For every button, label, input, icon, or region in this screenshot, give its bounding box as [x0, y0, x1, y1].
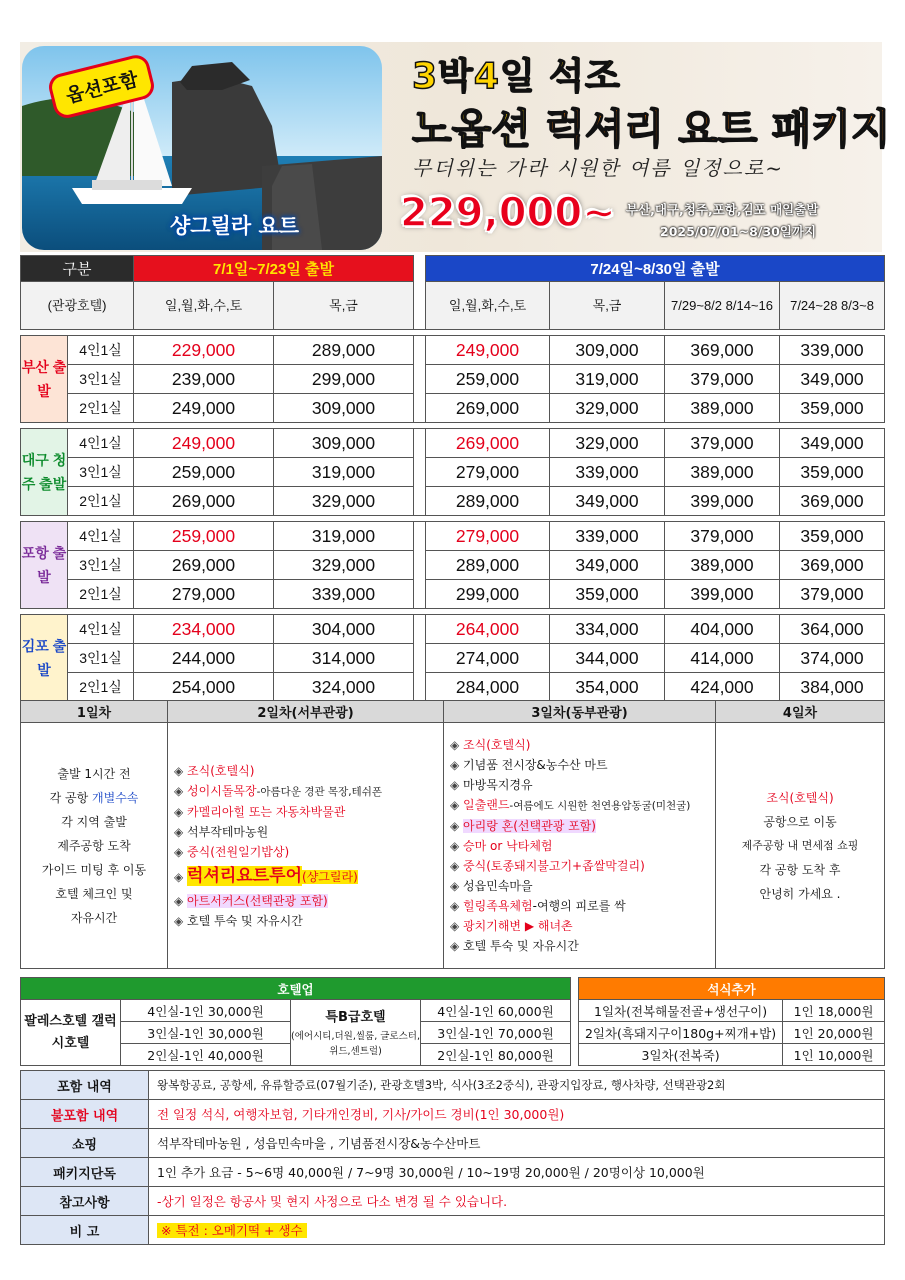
day1-line: 호텔 체크인 및 [55, 886, 133, 901]
subtitle: 무더위는 가라 시원한 여름 일정으로~ [412, 156, 784, 180]
price-cell: 389,000 [665, 458, 780, 487]
include-label: 포함 내역 [21, 1071, 149, 1100]
price-cell: 264,000 [426, 615, 550, 644]
price-cell: 384,000 [780, 673, 885, 702]
price-cell: 329,000 [550, 429, 665, 458]
price-cell: 289,000 [426, 551, 550, 580]
info-table [20, 1070, 885, 1245]
price-row [21, 394, 885, 423]
day1-line: 출발 1시간 전 [57, 766, 131, 781]
price-cell: 269,000 [134, 551, 274, 580]
price-row [21, 336, 885, 365]
price-cell: 229,000 [134, 336, 274, 365]
price-cell: 349,000 [780, 365, 885, 394]
room-type: 4인1실 [68, 336, 134, 365]
divider [414, 336, 426, 365]
exclude-label: 불포함 내역 [21, 1100, 149, 1129]
price-cell: 314,000 [274, 644, 414, 673]
divider [414, 615, 426, 644]
price-cell: 379,000 [665, 522, 780, 551]
price-cell: 349,000 [780, 429, 885, 458]
price-cell: 359,000 [780, 394, 885, 423]
room-type: 4인1실 [68, 522, 134, 551]
day4-line: 각 공항 도착 후 [759, 862, 841, 877]
day2-item: ◈ 석부작테마농원 [174, 822, 443, 842]
price-cell: 379,000 [665, 429, 780, 458]
price-row [21, 522, 885, 551]
price-cell: 374,000 [780, 644, 885, 673]
day3-header: 3일차(동부관광) [444, 701, 716, 723]
price-cell: 259,000 [134, 458, 274, 487]
title-no-option: 노옵션 [412, 105, 531, 153]
options-row [21, 1022, 885, 1044]
hotel1-price: 3인실-1인 30,000원 [121, 1022, 291, 1044]
meal-name: 2일차(흑돼지구이180g+찌개+밥) [579, 1022, 783, 1044]
price-cell: 364,000 [780, 615, 885, 644]
meal-name: 3일차(전복죽) [579, 1044, 783, 1066]
room-type: 2인1실 [68, 580, 134, 609]
hotel2-price: 3인실-1인 70,000원 [421, 1022, 571, 1044]
price-cell: 379,000 [780, 580, 885, 609]
price-cell: 274,000 [426, 644, 550, 673]
price-cell: 309,000 [550, 336, 665, 365]
price-row [21, 673, 885, 702]
options-table [20, 977, 885, 1066]
meal-price: 1인 18,000원 [783, 1000, 885, 1022]
divider [414, 458, 426, 487]
hotel1-price: 4인실-1인 30,000원 [121, 1000, 291, 1022]
price-cell: 279,000 [426, 458, 550, 487]
day1-line: 자유시간 [70, 910, 118, 925]
day2-header: 2일차(서부관광) [168, 701, 444, 723]
price-cell: 319,000 [550, 365, 665, 394]
day2-item: ◈ 성이시돌목장-아름다운 경관 목장,테쉬폰 [174, 781, 443, 802]
price-cell: 244,000 [134, 644, 274, 673]
divider [414, 394, 426, 423]
room-type: 3인1실 [68, 644, 134, 673]
day2-item: ◈ 중식(전원일기밥상) [174, 842, 443, 862]
price-cell: 269,000 [426, 394, 550, 423]
divider [414, 365, 426, 394]
price-row [21, 580, 885, 609]
day4-line: 조식(호텔식) [766, 790, 834, 805]
hotel1-price: 2인실-1인 40,000원 [121, 1044, 291, 1066]
price-cell: 354,000 [550, 673, 665, 702]
title-line2 [412, 96, 891, 155]
price-row [21, 551, 885, 580]
day4-header: 4일차 [716, 701, 885, 723]
price-cell: 254,000 [134, 673, 274, 702]
price-cell: 324,000 [274, 673, 414, 702]
divider [414, 282, 426, 330]
price-cell: 279,000 [426, 522, 550, 551]
price-cell: 404,000 [665, 615, 780, 644]
hotel2-name: 특B급호텔 [325, 1009, 386, 1025]
price-cell: 269,000 [134, 487, 274, 516]
price-cell: 334,000 [550, 615, 665, 644]
price-cell: 344,000 [550, 644, 665, 673]
day3-item: ◈ 일출랜드-여름에도 시원한 천연용암동굴(미천굴) [450, 795, 715, 816]
options-row [21, 1000, 885, 1022]
day1-line: 각 공항 개별수속 [49, 790, 139, 805]
price-row [21, 487, 885, 516]
notes-label: 참고사항 [21, 1187, 149, 1216]
yacht-name: 샹그릴라 요트 [170, 214, 300, 238]
individual-checkin: 개별수속 [92, 790, 139, 805]
price-cell: 424,000 [665, 673, 780, 702]
dinner-add-header: 석식추가 [579, 978, 885, 1000]
departure-city: 대구 청주 출발 [21, 429, 68, 516]
hotel2-name-cell [291, 1000, 421, 1066]
hotel1-name: 팔레스호텔 갤럭시호텔 [21, 1000, 121, 1066]
day2-cell [168, 723, 444, 969]
info-row [21, 1071, 885, 1100]
include-value: 왕복항공료, 공항세, 유류할증료(07월기준), 관광호텔3박, 식사(3조2중식), 관광지입장료, 행사차량, 선택관광2회 [149, 1071, 885, 1100]
day2-item: ◈ 카멜리아힐 또는 자동차박물관 [174, 802, 443, 822]
day3-item: ◈ 성읍민속마을 [450, 876, 715, 896]
day4-line: 제주공항 내 면세점 쇼핑 [741, 838, 859, 852]
price-cell: 329,000 [274, 551, 414, 580]
remarks-value: ※ 특전 : 오메기떡 + 생수 [157, 1223, 307, 1238]
room-type: 2인1실 [68, 394, 134, 423]
day4-line: 안녕히 가세요 . [759, 886, 841, 901]
price-cell: 304,000 [274, 615, 414, 644]
price-cell: 289,000 [426, 487, 550, 516]
divider [414, 429, 426, 458]
info-row [21, 1129, 885, 1158]
hotel2-price: 2인실-1인 80,000원 [421, 1044, 571, 1066]
price-cell: 379,000 [665, 365, 780, 394]
price-cell: 359,000 [780, 522, 885, 551]
price-row [21, 365, 885, 394]
headline-price: 229,000~ [400, 190, 616, 236]
meal-price: 1인 10,000원 [783, 1044, 885, 1066]
price-cell: 339,000 [274, 580, 414, 609]
day3-cell [444, 723, 716, 969]
price-cell: 259,000 [426, 365, 550, 394]
day3-item: ◈ 중식(토종돼지불고기+좁쌀막걸리) [450, 856, 715, 876]
departure-city: 포항 출발 [21, 522, 68, 609]
divider [414, 551, 426, 580]
options-header-row [21, 978, 885, 1000]
price-cell: 239,000 [134, 365, 274, 394]
meal-name: 1일차(전복해물전골+생선구이) [579, 1000, 783, 1022]
price-cell: 249,000 [134, 429, 274, 458]
price-cell: 249,000 [134, 394, 274, 423]
price-row [21, 429, 885, 458]
price-cell: 329,000 [274, 487, 414, 516]
day2-item: ◈ 조식(호텔식) [174, 761, 443, 781]
luxury-yacht-tour: 럭셔리요트투어 [187, 865, 303, 886]
price-cell: 299,000 [274, 365, 414, 394]
info-row [21, 1100, 885, 1129]
price-table [20, 255, 885, 702]
price-cell: 289,000 [274, 336, 414, 365]
schedule-table [20, 700, 885, 969]
info-row [21, 1216, 885, 1245]
price-header-row [21, 256, 885, 282]
room-type: 3인1실 [68, 458, 134, 487]
subheader-col: 목,금 [550, 282, 665, 330]
group1-header: 7/1일~7/23일 출발 [134, 256, 414, 282]
price-cell: 319,000 [274, 458, 414, 487]
room-type: 3인1실 [68, 551, 134, 580]
day1-header: 1일차 [21, 701, 168, 723]
day2-item: ◈ 럭셔리요트투어(샹그릴라) [174, 862, 443, 891]
day2-item: ◈ 호텔 투숙 및 자유시간 [174, 911, 443, 931]
subheader-col: 목,금 [274, 282, 414, 330]
day1-line: 각 지역 출발 [61, 814, 127, 829]
price-cell: 309,000 [274, 394, 414, 423]
price-cell: 329,000 [550, 394, 665, 423]
day3-item: ◈ 조식(호텔식) [450, 735, 715, 755]
price-cell: 369,000 [780, 487, 885, 516]
divider [414, 487, 426, 516]
day3-item: ◈ 아리랑 혼(선택관광 포함) [450, 816, 715, 836]
price-cell: 234,000 [134, 615, 274, 644]
subheader-col: 일,월,화,수,토 [134, 282, 274, 330]
info-row [21, 1158, 885, 1187]
notes-value: -상기 일정은 항공사 및 현지 사정으로 다소 변경 될 수 있습니다. [149, 1187, 885, 1216]
price-cell: 399,000 [665, 487, 780, 516]
price-cell: 359,000 [780, 458, 885, 487]
shopping-value: 석부작테마농원 , 성읍민속마을 , 기념품전시장&농수산마트 [149, 1129, 885, 1158]
divider [414, 644, 426, 673]
remarks-cell [149, 1216, 885, 1245]
package-label: 패키지단독 [21, 1158, 149, 1187]
hotel-upgrade-header: 호텔업 [21, 978, 571, 1000]
day1-cell [21, 723, 168, 969]
day1-line: 제주공항 도착 [57, 838, 131, 853]
room-type: 2인1실 [68, 487, 134, 516]
day4-line: 공항으로 이동 [763, 814, 837, 829]
price-cell: 414,000 [665, 644, 780, 673]
price-row [21, 615, 885, 644]
price-cell: 309,000 [274, 429, 414, 458]
subheader-col: 7/29~8/2 8/14~16 [665, 282, 780, 330]
divider [414, 580, 426, 609]
col-label: 구분 [21, 256, 134, 282]
exclude-value: 전 일정 석식, 여행자보험, 기타개인경비, 기사/가이드 경비(1인 30,000원) [149, 1100, 885, 1129]
title-luxury-yacht: 럭셔리 요트 패키지 [545, 105, 891, 153]
options-row [21, 1044, 885, 1066]
hotel2-desc: (에어시티,더원,씰룸, 글로스터,위드,센트럴) [291, 1030, 420, 1057]
room-type: 3인1실 [68, 365, 134, 394]
day1-line: 가이드 미팅 후 이동 [41, 862, 147, 877]
hotel-label: (관광호텔) [21, 282, 134, 330]
price-cell: 249,000 [426, 336, 550, 365]
day3-item: ◈ 광치기해변 ▶ 해녀촌 [450, 916, 715, 936]
price-cell: 389,000 [665, 394, 780, 423]
schedule-body-row [21, 723, 885, 969]
price-cell: 399,000 [665, 580, 780, 609]
price-cell: 319,000 [274, 522, 414, 551]
price-subheader-row [21, 282, 885, 330]
price-cell: 389,000 [665, 551, 780, 580]
price-cell: 299,000 [426, 580, 550, 609]
price-cell: 259,000 [134, 522, 274, 551]
divider [414, 522, 426, 551]
day4-cell [716, 723, 885, 969]
hotel2-price: 4인실-1인 60,000원 [421, 1000, 571, 1022]
price-cell: 284,000 [426, 673, 550, 702]
subheader-col: 7/24~28 8/3~8 [780, 282, 885, 330]
price-cell: 369,000 [665, 336, 780, 365]
meal-price: 1인 20,000원 [783, 1022, 885, 1044]
hero-banner [20, 42, 891, 252]
room-type: 2인1실 [68, 673, 134, 702]
price-cell: 339,000 [550, 522, 665, 551]
price-row [21, 644, 885, 673]
price-cell: 339,000 [550, 458, 665, 487]
day3-item: ◈ 호텔 투숙 및 자유시간 [450, 936, 715, 956]
option-included-tag: 옵션포함 [46, 52, 157, 121]
price-cell: 359,000 [550, 580, 665, 609]
price-cell: 349,000 [550, 551, 665, 580]
departure-city: 부산 출발 [21, 336, 68, 423]
title-line1: 3박4일 석조 [412, 56, 621, 97]
group2-header: 7/24일~8/30일 출발 [426, 256, 885, 282]
package-value: 1인 추가 요금 - 5~6명 40,000원 / 7~9명 30,000원 / 10~19명 20,000원 / 20명이상 10,000원 [149, 1158, 885, 1187]
departure-city: 김포 출발 [21, 615, 68, 702]
price-cell: 369,000 [780, 551, 885, 580]
room-type: 4인1실 [68, 615, 134, 644]
room-type: 4인1실 [68, 429, 134, 458]
price-cell: 269,000 [426, 429, 550, 458]
subheader-col: 일,월,화,수,토 [426, 282, 550, 330]
period-info: 2025/07/01~8/30일까지 [660, 224, 817, 239]
price-cell: 279,000 [134, 580, 274, 609]
price-cell: 349,000 [550, 487, 665, 516]
schedule-header-row [21, 701, 885, 723]
shopping-label: 쇼핑 [21, 1129, 149, 1158]
day3-item: ◈ 마방목지경유 [450, 775, 715, 795]
divider [414, 256, 426, 282]
remarks-label: 비 고 [21, 1216, 149, 1245]
day3-item: ◈ 기념품 전시장&농수산 마트 [450, 755, 715, 775]
price-row [21, 458, 885, 487]
day2-item: ◈ 아트서커스(선택관광 포함) [174, 891, 443, 911]
price-cell: 339,000 [780, 336, 885, 365]
divider [414, 673, 426, 702]
departure-info: 부산,대구,청주,포항,김포 매일출발 [626, 202, 819, 217]
info-row [21, 1187, 885, 1216]
day3-item: ◈ 힐링족욕체험-여행의 피로를 싹 [450, 896, 715, 916]
day3-item: ◈ 승마 or 낙타체험 [450, 836, 715, 856]
